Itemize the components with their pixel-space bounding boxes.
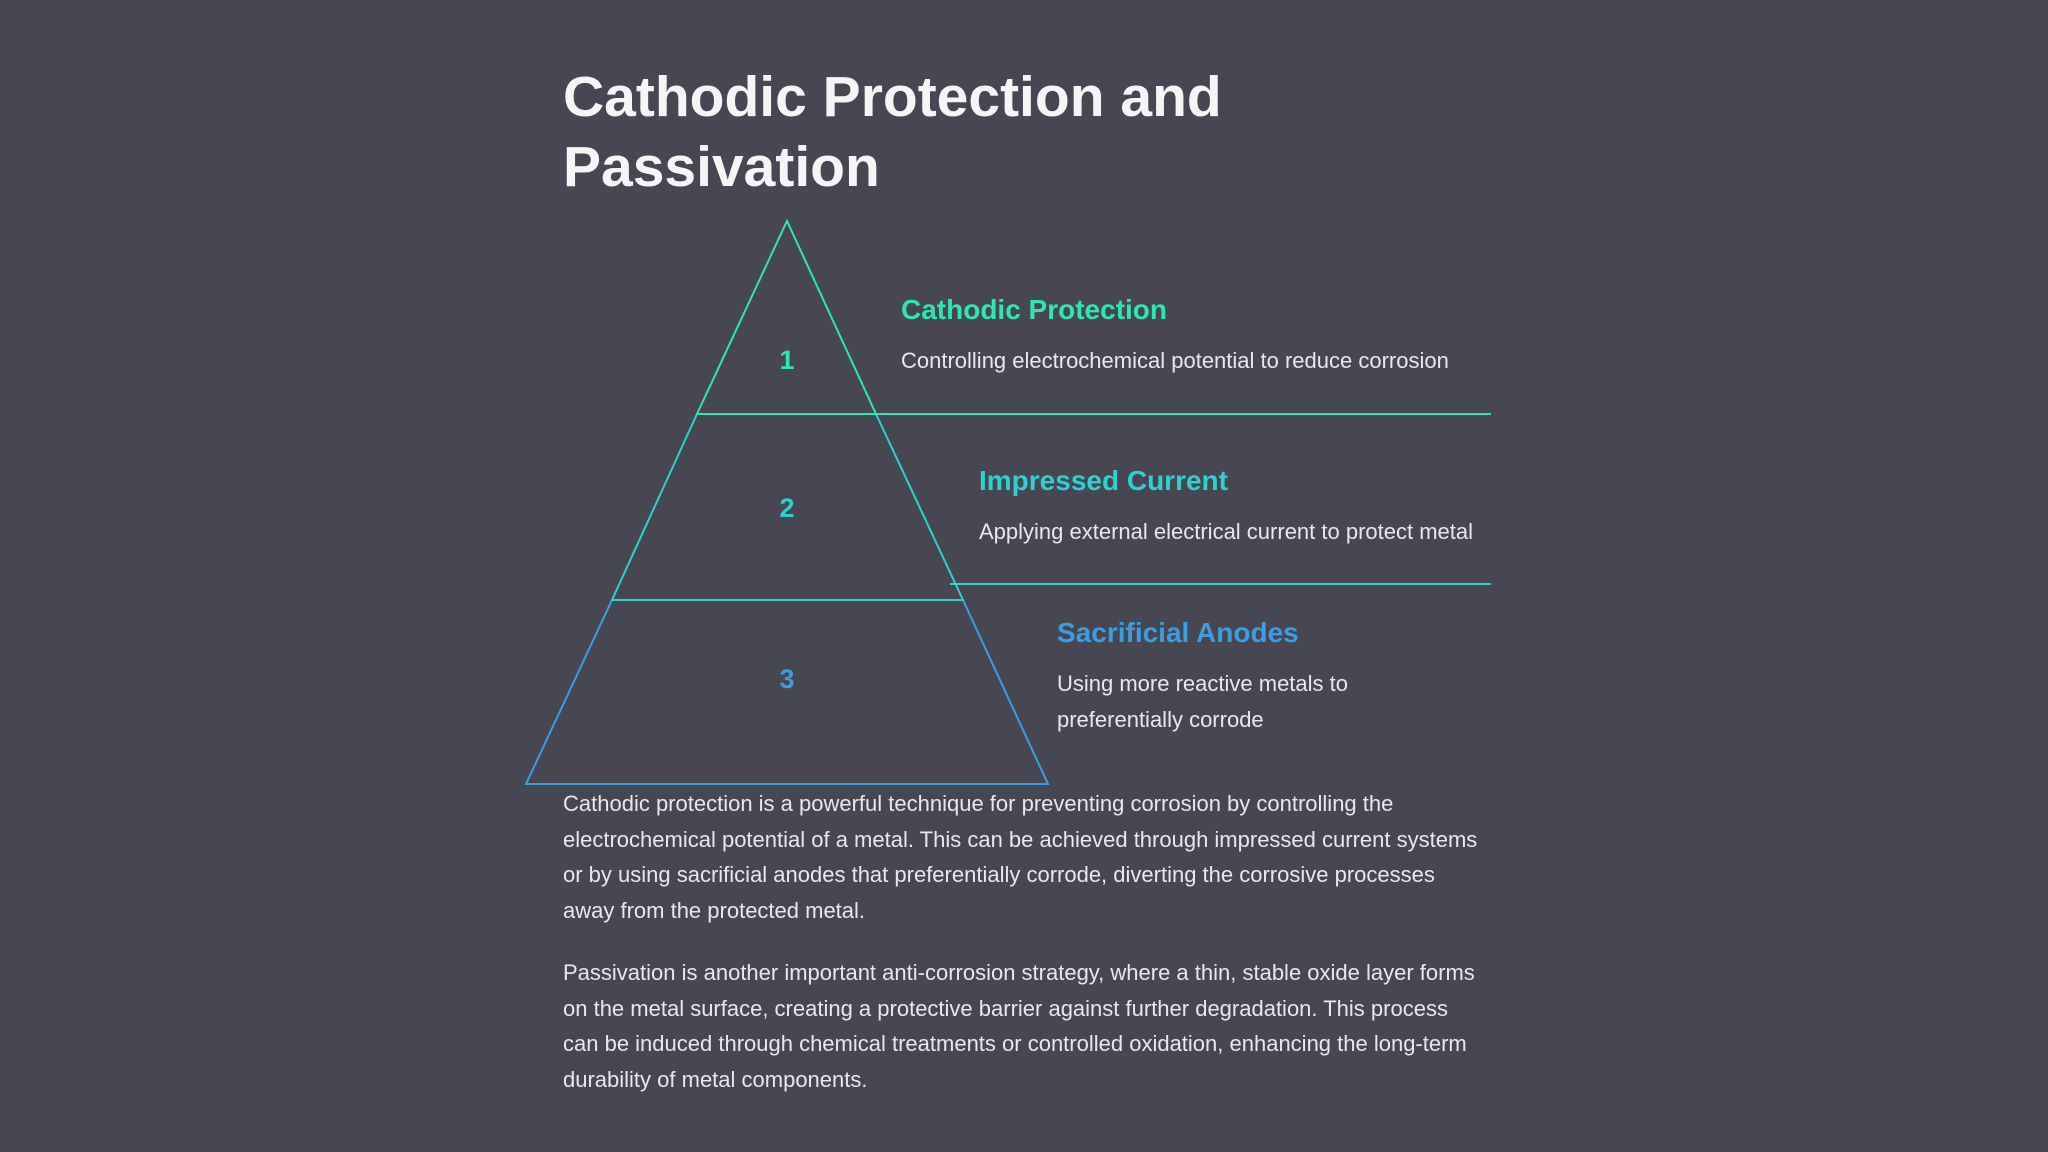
level-3-heading: Sacrificial Anodes — [1057, 617, 1299, 648]
paragraph-cathodic-protection: Cathodic protection is a powerful technique for preventing corrosion by controlling the electrochemical potential of a metal. This can be achieved through impressed current systems or by using sacrificial anodes that preferentially corrode, diverting the corrosive processes away from the protected metal. — [563, 791, 1478, 923]
level-3-description: Using more reactive metals to preferentially corrode — [1057, 671, 1348, 732]
level-2-number: 2 — [779, 493, 795, 523]
paragraph-passivation: Passivation is another important anti-corrosion strategy, where a thin, stable oxide layer forms on the metal surface, creating a protective barrier against further degradation. This process can be induced through chemical treatments or controlled oxidation, enhancing the long-term durability of metal components. — [563, 960, 1475, 1092]
pyramid-level-1[interactable] — [697, 221, 876, 414]
level-1-heading: Cathodic Protection — [901, 294, 1168, 325]
slide-title: Cathodic Protection and Passivation — [563, 65, 1222, 199]
level-2-heading: Impressed Current — [979, 465, 1228, 496]
level-2-description: Applying external electrical current to protect metal — [979, 519, 1474, 544]
level-1-number: 1 — [779, 345, 795, 375]
level-1-description: Controlling electrochemical potential to reduce corrosion — [901, 348, 1449, 373]
level-3-number: 3 — [779, 664, 795, 694]
